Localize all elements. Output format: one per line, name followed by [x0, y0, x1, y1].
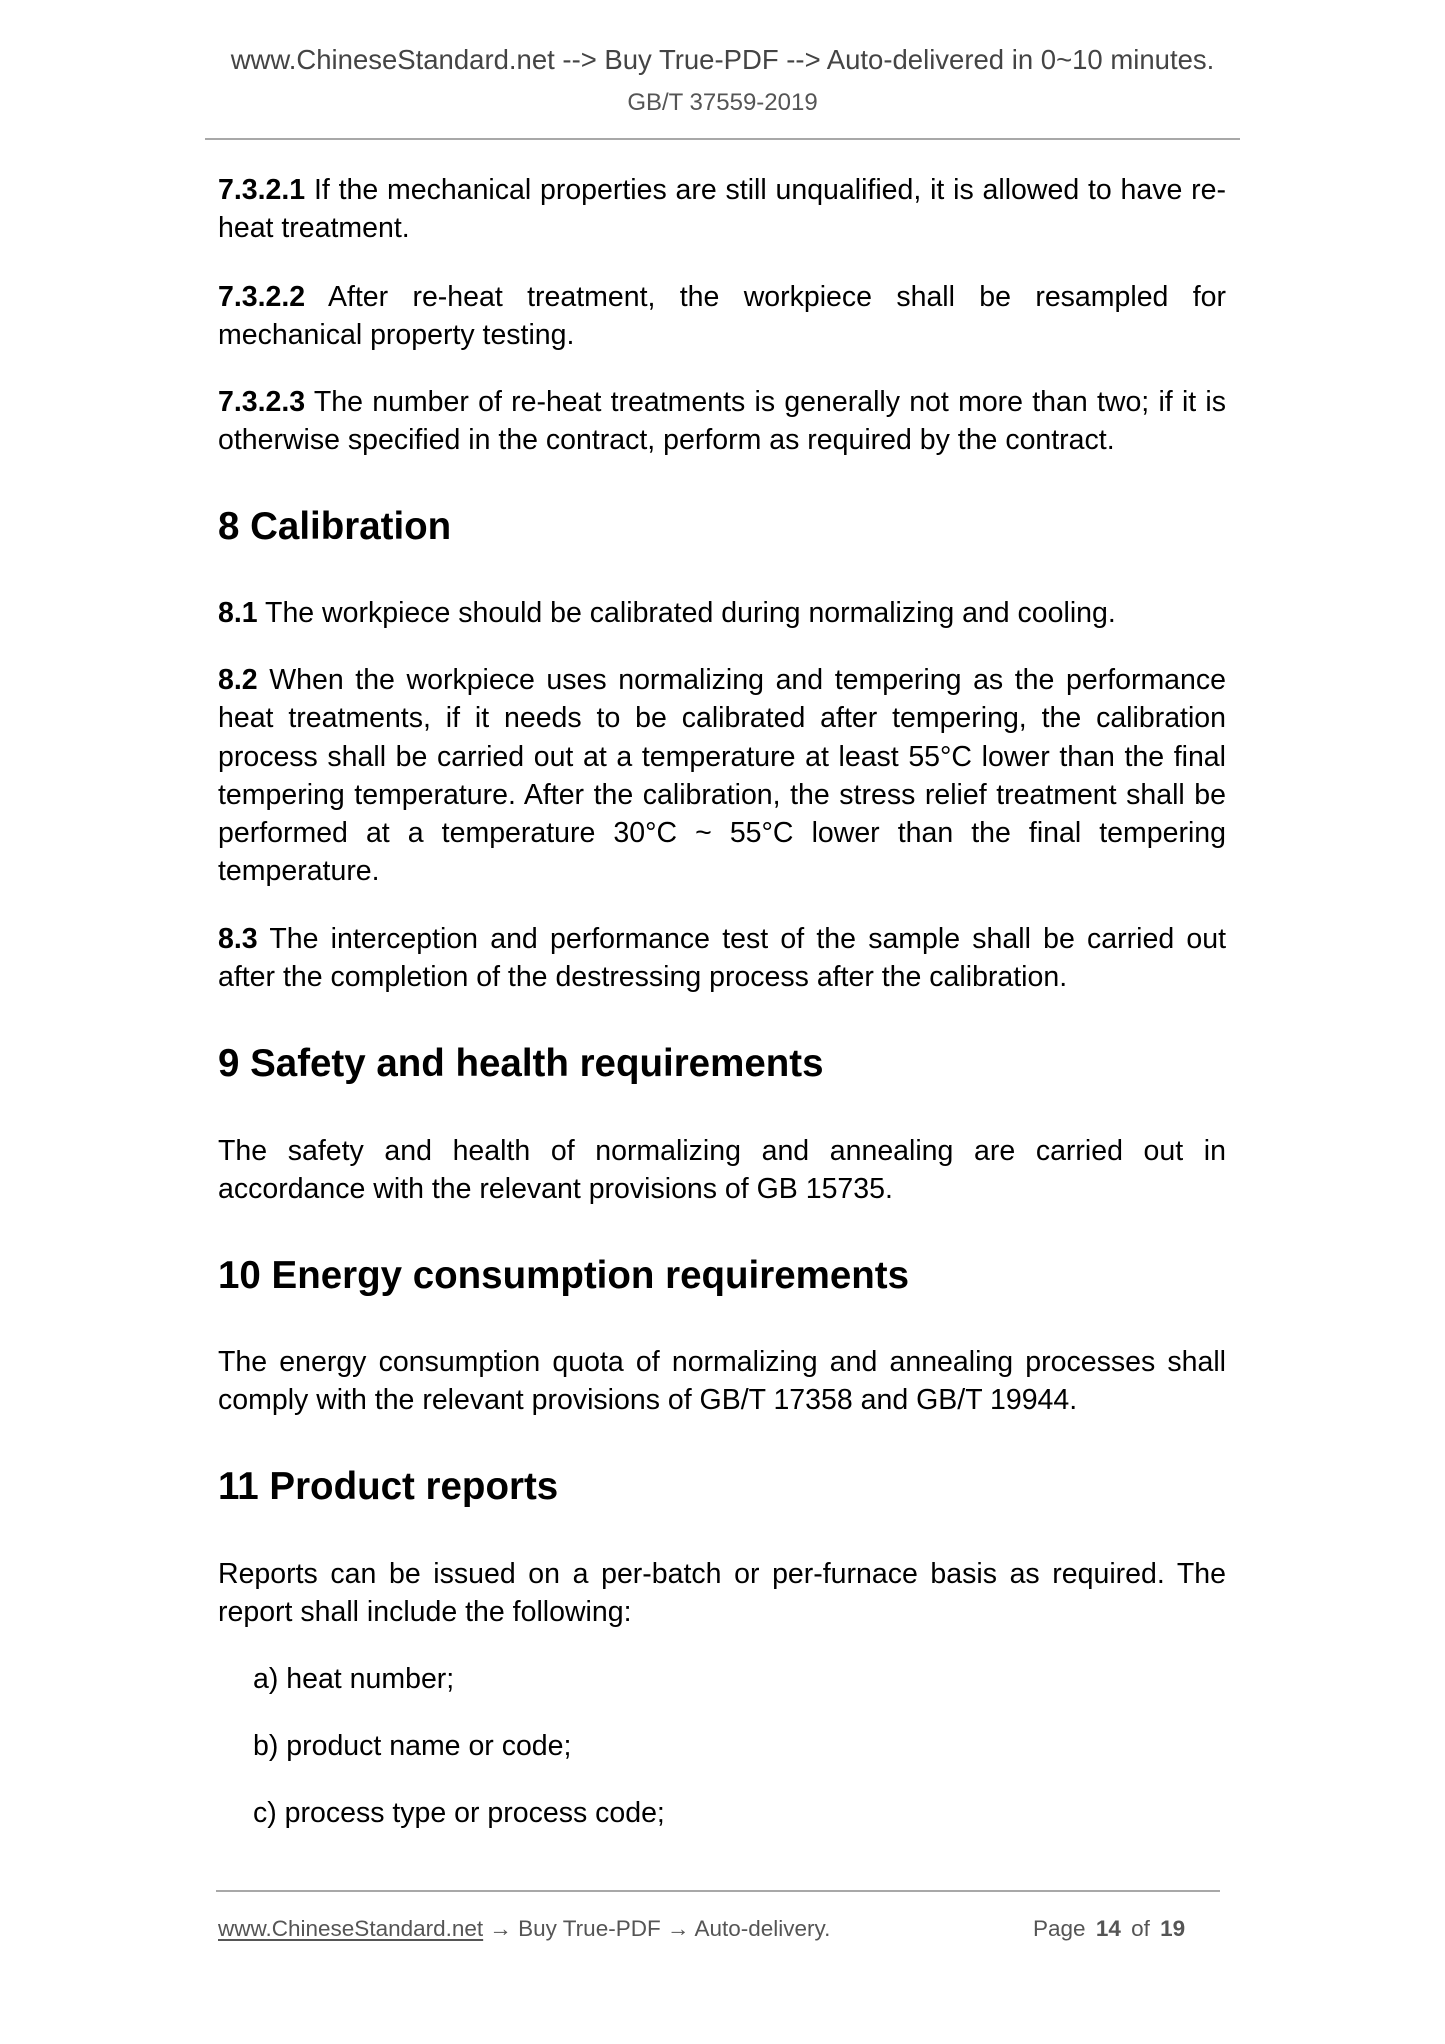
clause-text: The workpiece should be calibrated during normalizing and cooling. — [265, 597, 1116, 629]
footer-divider — [216, 1890, 1220, 1892]
footer-tagline — [218, 1915, 830, 1943]
page-indicator — [1033, 1915, 1185, 1943]
report-list-item-b: b) product name or code; — [253, 1730, 572, 1762]
clause-text: The number of re-heat treatments is generally not more than two; if it is otherwise specified in the contract, perform as required by the contract. — [218, 386, 1227, 457]
page-header-banner: www.ChineseStandard.net --> Buy True-PDF --> Auto-delivered in 0~10 minutes. — [230, 44, 1215, 75]
clause-number: 8.1 — [218, 597, 258, 629]
clause-number: 8.2 — [218, 664, 258, 696]
section-10-paragraph: The energy consumption quota of normalizing and annealing processes shall comply with the relevant provisions of GB/T 17358 and GB/T 19944. — [218, 1346, 1226, 1417]
clause-7-3-2-2 — [218, 278, 1226, 355]
clause-8-3 — [218, 920, 1226, 997]
header-divider — [205, 138, 1240, 140]
page-label: Page — [1033, 1916, 1086, 1941]
footer-site-link[interactable]: www.ChineseStandard.net — [218, 1916, 484, 1941]
clause-number: 8.3 — [218, 923, 258, 955]
section-heading-10: 10 Energy consumption requirements — [218, 1254, 910, 1297]
clause-text: When the workpiece uses normalizing and tempering as the performance heat treatments, if it needs to be calibrated after tempering, the calibration process shall be carried out at a temperature at least 55°C lower than the final tempering temperature. After the calibration, the stress relief treatment shall be performed at a temperature 30°C ~ 55°C lower than the final tempering temperature. — [218, 664, 1226, 888]
clause-7-3-2-3 — [218, 383, 1226, 460]
clause-text: If the mechanical properties are still unqualified, it is allowed to have re-heat treatment. — [218, 174, 1226, 245]
page-current: 14 — [1095, 1916, 1121, 1941]
section-9-paragraph: The safety and health of normalizing and annealing are carried out in accordance with the relevant provisions of GB 15735. — [218, 1135, 1226, 1206]
section-heading-8: 8 Calibration — [218, 505, 452, 548]
report-list-item-a: a) heat number; — [253, 1663, 455, 1695]
clause-8-2 — [218, 661, 1226, 891]
clause-text: The interception and performance test of the sample shall be carried out after the completion of the destressing process after the calibration. — [218, 923, 1227, 994]
clause-text: After re-heat treatment, the workpiece shall be resampled for mechanical property testing. — [218, 281, 1227, 352]
page-total: 19 — [1160, 1916, 1186, 1941]
section-heading-11: 11 Product reports — [218, 1465, 559, 1508]
page-of-label: of — [1131, 1916, 1150, 1941]
clause-7-3-2-1 — [218, 171, 1226, 248]
footer-tagline-text: → Buy True-PDF → Auto-delivery. — [483, 1916, 831, 1941]
clause-number: 7.3.2.3 — [218, 386, 306, 418]
standard-code: GB/T 37559-2019 — [627, 89, 818, 116]
section-11-paragraph: Reports can be issued on a per-batch or per-furnace basis as required. The report shall include the following: — [218, 1558, 1226, 1629]
clause-8-1 — [218, 594, 1226, 632]
clause-number: 7.3.2.2 — [218, 281, 306, 313]
clause-number: 7.3.2.1 — [218, 174, 306, 206]
section-heading-9: 9 Safety and health requirements — [218, 1042, 824, 1085]
report-list-item-c: c) process type or process code; — [253, 1797, 665, 1829]
